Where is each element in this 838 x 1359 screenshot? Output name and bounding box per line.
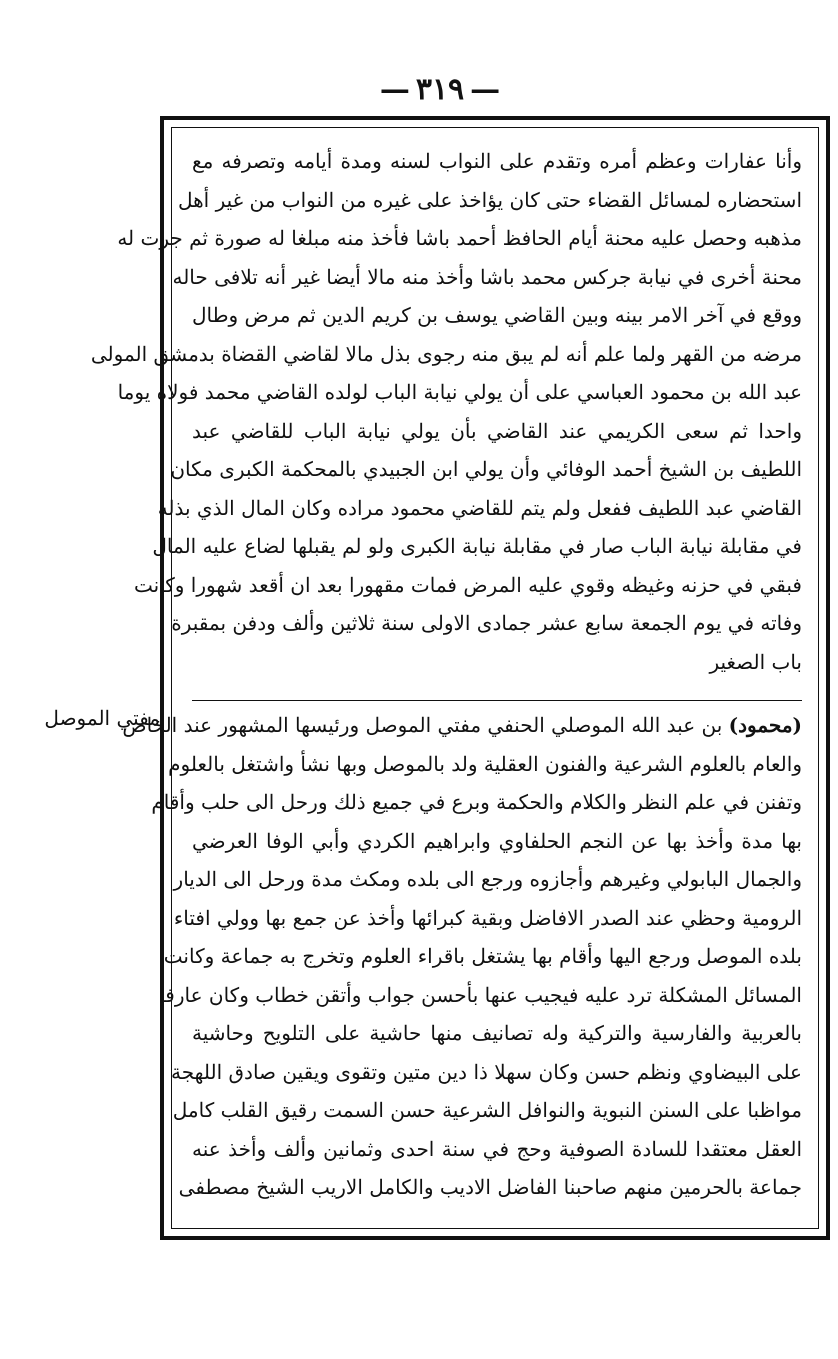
text-line: باب الصغير (709, 649, 802, 674)
biography-entry-mahmud (122, 706, 802, 1207)
biography-previous-entry (90, 142, 802, 681)
text-line: مواظبا على السنن النبوية والنوافل الشرعية حسن السمت رقيق القلب كامل (172, 1098, 802, 1122)
text-line: وتفنن في علم النظر والكلام والحكمة وبرع في جميع ذلك ورحل الى حلب وأقام (151, 790, 802, 814)
text-line: بلده الموصل ورجع اليها وأقام بها يشتغل باقراء العلوم وتخرج به جماعة وكانت (163, 944, 802, 968)
text-line: وفاته في يوم الجمعة سابع عشر جمادى الاولى سنة ثلاثين وألف ودفن بمقبرة (171, 611, 802, 635)
margin-note: مفتي الموصل (44, 706, 160, 730)
text-line: واحدا ثم سعى الكريمي عند القاضي بأن يولي نيابة الباب للقاضي عبد (192, 418, 802, 443)
entry-first-line-text: بن عبد الله الموصلي الحنفي مفتي الموصل ورئيسها المشهور عند الخاص (122, 713, 723, 737)
text-line: فبقي في حزنه وغيظه وقوي عليه المرض فمات مقهورا بعد ان أقعد شهورا وكانت (133, 572, 802, 597)
text-line: في مقابلة نيابة الباب صار في مقابلة نيابة الكبرى ولو لم يقبلها لضاع عليه المال (152, 534, 802, 558)
text-line: محنة أخرى في نيابة جركس محمد باشا وأخذ منه مالا أيضا غير أنه تلافى حاله (172, 264, 802, 289)
page-number: — ٣١٩ — (330, 72, 550, 107)
text-line: والجمال البابولي وغيرهم وأجازوه ورجع الى بلده ومكث مدة ورحل الى الديار (173, 867, 802, 891)
text-line: استحضاره لمسائل القضاء حتى كان يؤاخذ على غيره من النواب من غير أهل (177, 187, 802, 212)
text-line: ووقع في آخر الامر بينه وبين القاضي يوسف بن كريم الدين ثم مرض وطال (192, 303, 802, 327)
text-line: الرومية وحظي عند الصدر الافاضل وبقية كبرائها وأخذ عن جمع بها وولي افتاء (173, 905, 802, 930)
text-line: مذهبه وحصل عليه محنة أيام الحافظ أحمد باشا فأخذ منه مبلغا له صورة ثم جرت له (117, 226, 802, 250)
entry-first-line (122, 706, 802, 745)
entry-name: (محمود) (728, 713, 802, 737)
text-line: وأنا عفارات وعظم أمره وتقدم على النواب لسنه ومدة أيامه وتصرفه مع (192, 149, 802, 173)
text-line: مرضه من القهر ولما علم أنه لم يبق منه رجوى بذل مالا لقاضي القضاة بدمشق المولى (90, 341, 802, 366)
text-line: العقل معتقدا للسادة الصوفية وحج في سنة احدى وثمانين وألف وأخذ عنه (192, 1136, 802, 1161)
text-line: والعام بالعلوم الشرعية والفنون العقلية ولد بالموصل وبها نشأ واشتغل بالعلوم (168, 751, 802, 776)
text-line: القاضي عبد اللطيف ففعل ولم يتم للقاضي محمود مراده وكان المال الذي بذله (157, 495, 802, 520)
text-line: المسائل المشكلة ترد عليه فيجيب عنها بأحسن جواب وأتقن خطاب وكان عارفا (159, 982, 802, 1007)
text-line: بها مدة وأخذ بها عن النجم الحلفاوي وابراهيم الكردي وأبي الوفا العرضي (192, 828, 802, 853)
text-line: عبد الله بن محمود العباسي على أن يولي نيابة الباب لولده القاضي محمد فولاه يوما (117, 380, 802, 404)
page-frame (90, 116, 830, 1240)
text-line: بالعربية والفارسية والتركية وله تصانيف منها حاشية على التلويح وحاشية (192, 1021, 802, 1045)
text-line: اللطيف بن الشيخ أحمد الوفائي وأن يولي ابن الجبيدي بالمحكمة الكبرى مكان (170, 457, 802, 481)
page-frame-inner (90, 127, 819, 1229)
section-divider (192, 700, 802, 701)
text-line: على البيضاوي ونظم حسن وكان سهلا ذا دين متين وتقوى ويقين صادق اللهجة (171, 1059, 802, 1084)
text-line: جماعة بالحرمين منهم صاحبنا الفاضل الاديب والكامل الاريب الشيخ مصطفى (178, 1175, 802, 1199)
